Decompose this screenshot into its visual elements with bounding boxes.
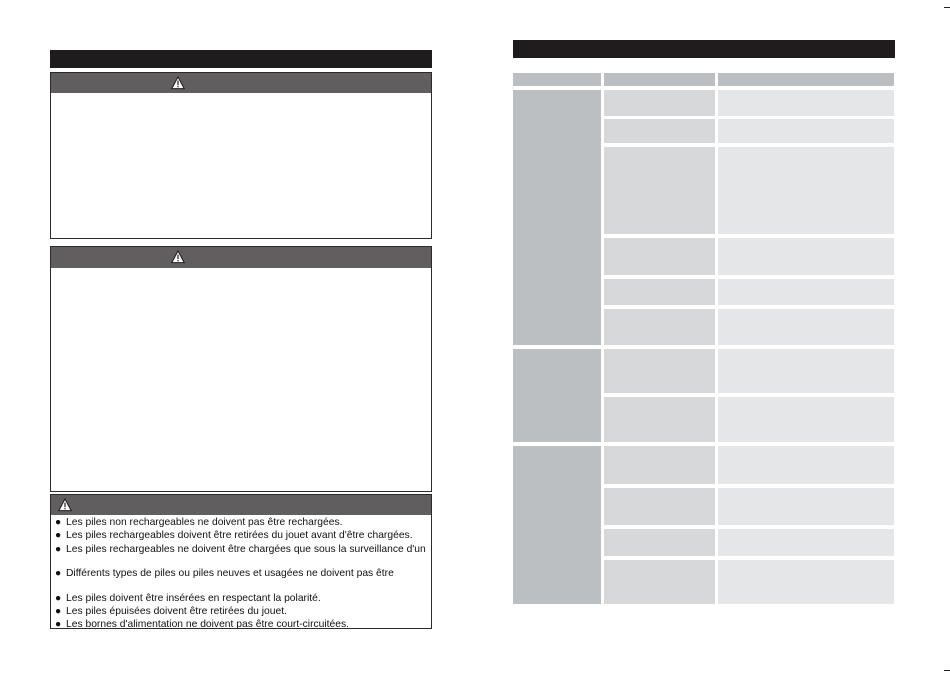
table-cell (604, 147, 715, 234)
table-cell (604, 90, 715, 116)
table-cell (718, 560, 894, 604)
list-item: ● Les piles doivent être insérées en respectant la polarité. (55, 592, 321, 604)
table-group-cell (513, 446, 601, 604)
table-cell (718, 446, 894, 484)
crop-mark (944, 7, 950, 8)
battery-warning-list (55, 516, 430, 632)
list-item: ● Différents types de piles ou piles neuves et usagées ne doivent pas être (55, 568, 394, 580)
table-cell (718, 147, 894, 234)
table-cell (718, 90, 894, 116)
list-item: ● Les piles non rechargeables ne doivent pas être rechargées. (55, 517, 343, 528)
warning-box-2 (50, 246, 432, 492)
table-cell (604, 309, 715, 345)
warning-box-battery-header (51, 495, 431, 515)
list-item: ● Les bornes d'alimentation ne doivent pas être court-circuitées. (55, 619, 349, 631)
table-group-cell (513, 90, 601, 345)
crop-mark (944, 670, 950, 671)
table-cell (718, 279, 894, 305)
table-group-cell (513, 349, 601, 442)
warning-triangle-icon (58, 498, 72, 512)
list-item: ● Les piles rechargeables ne doivent être chargées que sous la surveillance d'un (55, 543, 426, 555)
warning-box-1 (50, 72, 432, 239)
list-item-spacer (55, 556, 430, 567)
table-cell (718, 119, 894, 143)
table-cell (604, 119, 715, 143)
table-cell (718, 397, 894, 442)
table-cell (718, 238, 894, 275)
table-header-cell (718, 73, 894, 86)
list-item: ● Les piles rechargeables doivent être retirées du jouet avant d'être chargées. (55, 530, 413, 542)
table-cell (604, 279, 715, 305)
table-cell (604, 446, 715, 484)
list-item: ● Les piles épuisées doivent être retirées du jouet. (55, 605, 287, 617)
table-cell (604, 349, 715, 393)
warning-triangle-icon (171, 76, 185, 90)
table-cell (718, 349, 894, 393)
right-section-title-bar (513, 40, 895, 58)
warning-box-2-header (51, 247, 431, 268)
table-cell (718, 488, 894, 525)
table-cell (604, 397, 715, 442)
warning-triangle-icon (171, 250, 185, 264)
table-cell (718, 309, 894, 345)
table-cell (604, 238, 715, 275)
warning-box-1-header (51, 73, 431, 93)
table-header-cell (513, 73, 601, 86)
left-section-title-bar (50, 50, 432, 68)
table-cell (604, 529, 715, 556)
table-header-cell (604, 73, 715, 86)
table-cell (604, 488, 715, 525)
table-cell (604, 560, 715, 604)
table-cell (718, 529, 894, 556)
list-item-spacer (55, 581, 430, 592)
